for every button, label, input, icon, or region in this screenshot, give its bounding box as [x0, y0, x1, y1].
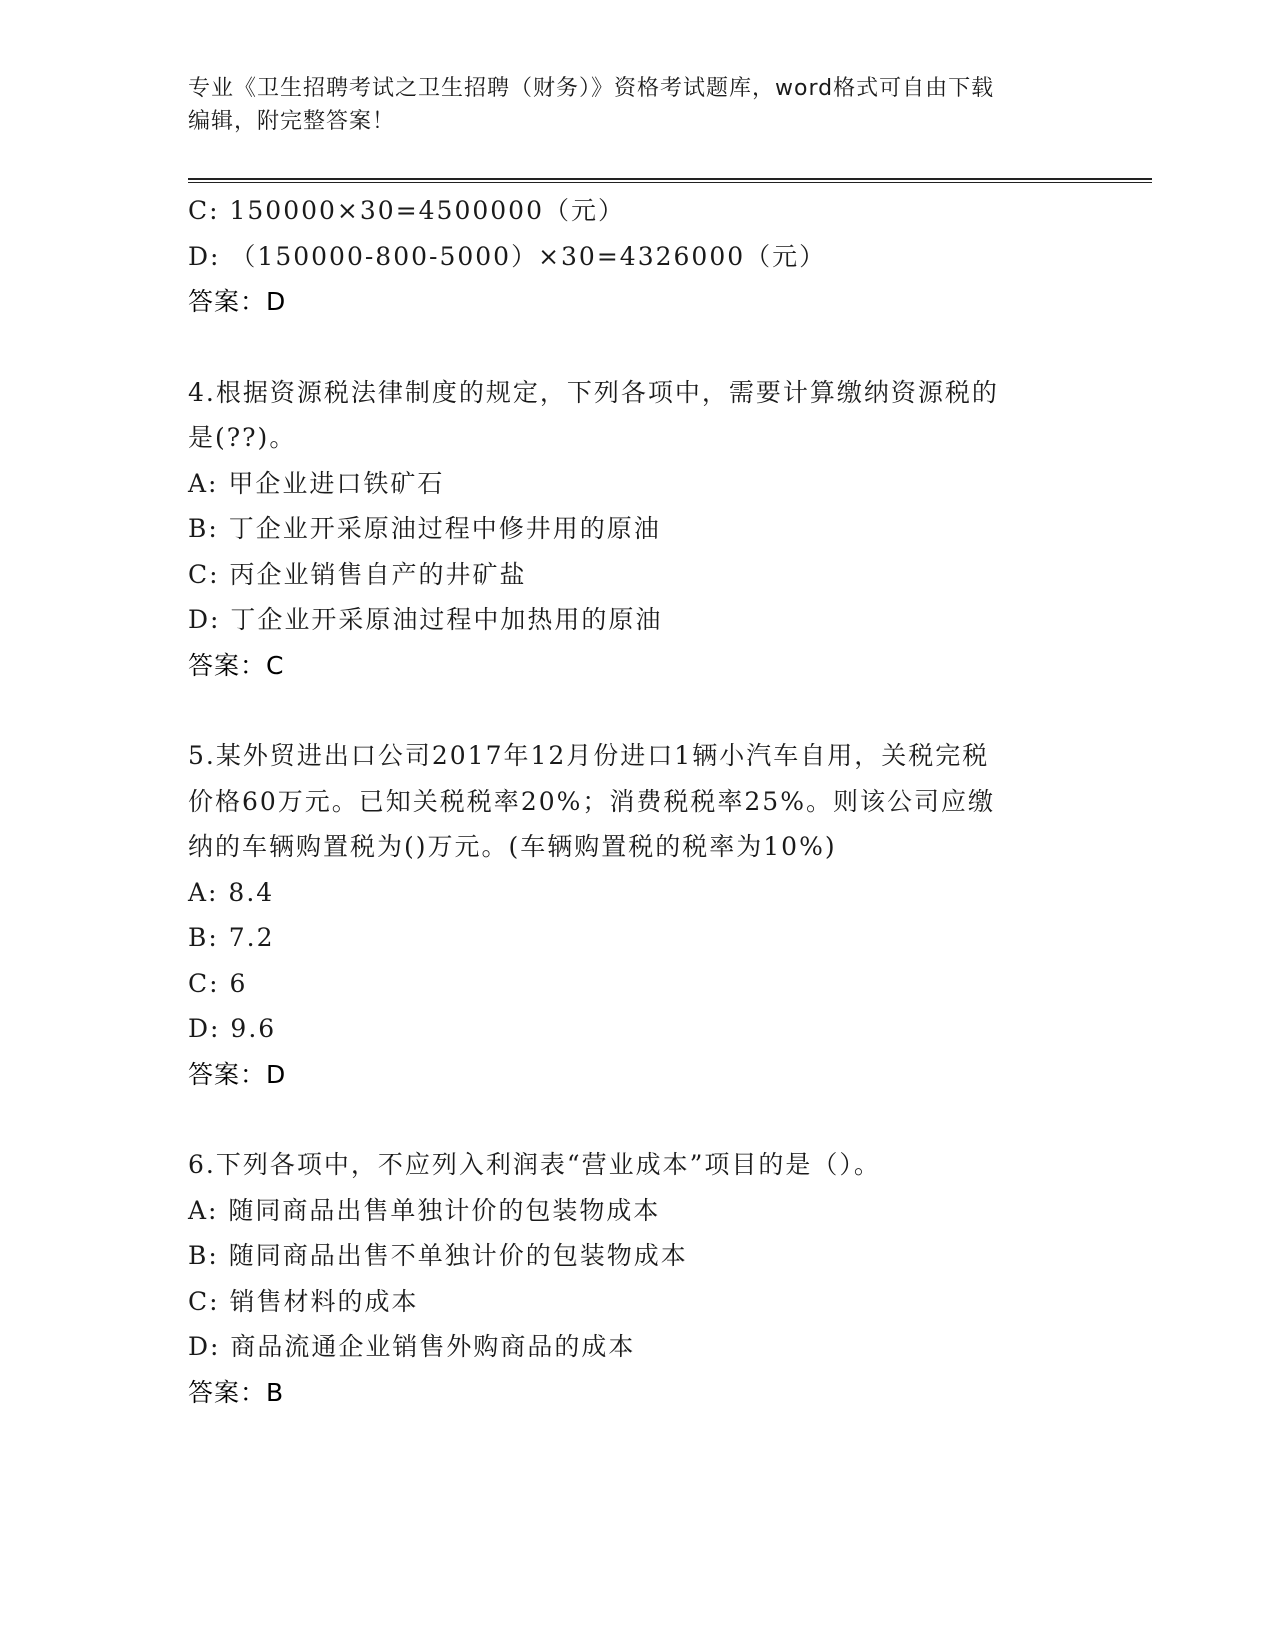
q5-option-c: C: 6 [188, 968, 248, 998]
q5-stem-line-3: 纳的车辆购置税为()万元。(车辆购置税的税率为10%) [188, 832, 837, 861]
q3-answer: 答案：D [188, 287, 287, 316]
document-header [188, 72, 1068, 138]
q5-option-b: B: 7.2 [188, 923, 275, 952]
q4-stem-line-2: 是(??)。 [188, 423, 297, 452]
q6-option-d: D: 商品流通企业销售外购商品的成本 [188, 1332, 636, 1361]
q3-option-c: C: 150000×30=4500000（元） [188, 196, 625, 225]
header-line-2: 编辑，附完整答案！ [188, 109, 396, 134]
question-5 [188, 733, 1088, 1097]
q3-option-d: D: （150000-800-5000）×30=4326000（元） [188, 241, 827, 271]
q4-option-a: A: 甲企业进口铁矿石 [188, 468, 445, 498]
q6-option-a: A: 随同商品出售单独计价的包装物成本 [188, 1195, 661, 1225]
spacer [188, 325, 1088, 370]
header-line-1: 专业《卫生招聘考试之卫生招聘（财务）》资格考试题库，word格式可自由下载 [188, 76, 995, 101]
q4-option-d: D: 丁企业开采原油过程中加热用的原油 [188, 605, 663, 634]
question-4 [188, 370, 1088, 689]
spacer [188, 1097, 1088, 1142]
q6-option-c: C: 销售材料的成本 [188, 1286, 419, 1316]
q5-option-a: A: 8.4 [188, 877, 275, 907]
q5-stem-line-2: 价格60万元。已知关税税率20%；消费税税率25%。则该公司应缴 [188, 786, 995, 816]
q5-option-d: D: 9.6 [188, 1014, 277, 1043]
q4-stem-line-1: 4.根据资源税法律制度的规定，下列各项中，需要计算缴纳资源税的 [188, 377, 999, 407]
spacer [188, 688, 1088, 733]
q4-answer: 答案：C [188, 650, 285, 680]
q6-answer: 答案：B [188, 1377, 285, 1407]
header-divider [188, 178, 1152, 183]
question-list [188, 188, 1088, 1415]
question-6 [188, 1142, 1088, 1415]
q5-answer: 答案：D [188, 1059, 287, 1089]
q5-stem-line-1: 5.某外贸进出口公司2017年12月份进口1辆小汽车自用，关税完税 [188, 741, 990, 770]
q6-option-b: B: 随同商品出售不单独计价的包装物成本 [188, 1241, 688, 1270]
q4-option-b: B: 丁企业开采原油过程中修井用的原油 [188, 514, 661, 543]
q6-stem-line-1: 6.下列各项中，不应列入利润表“营业成本”项目的是（）。 [188, 1150, 881, 1179]
q4-option-c: C: 丙企业销售自产的井矿盐 [188, 559, 527, 589]
question-3-tail [188, 188, 1088, 325]
